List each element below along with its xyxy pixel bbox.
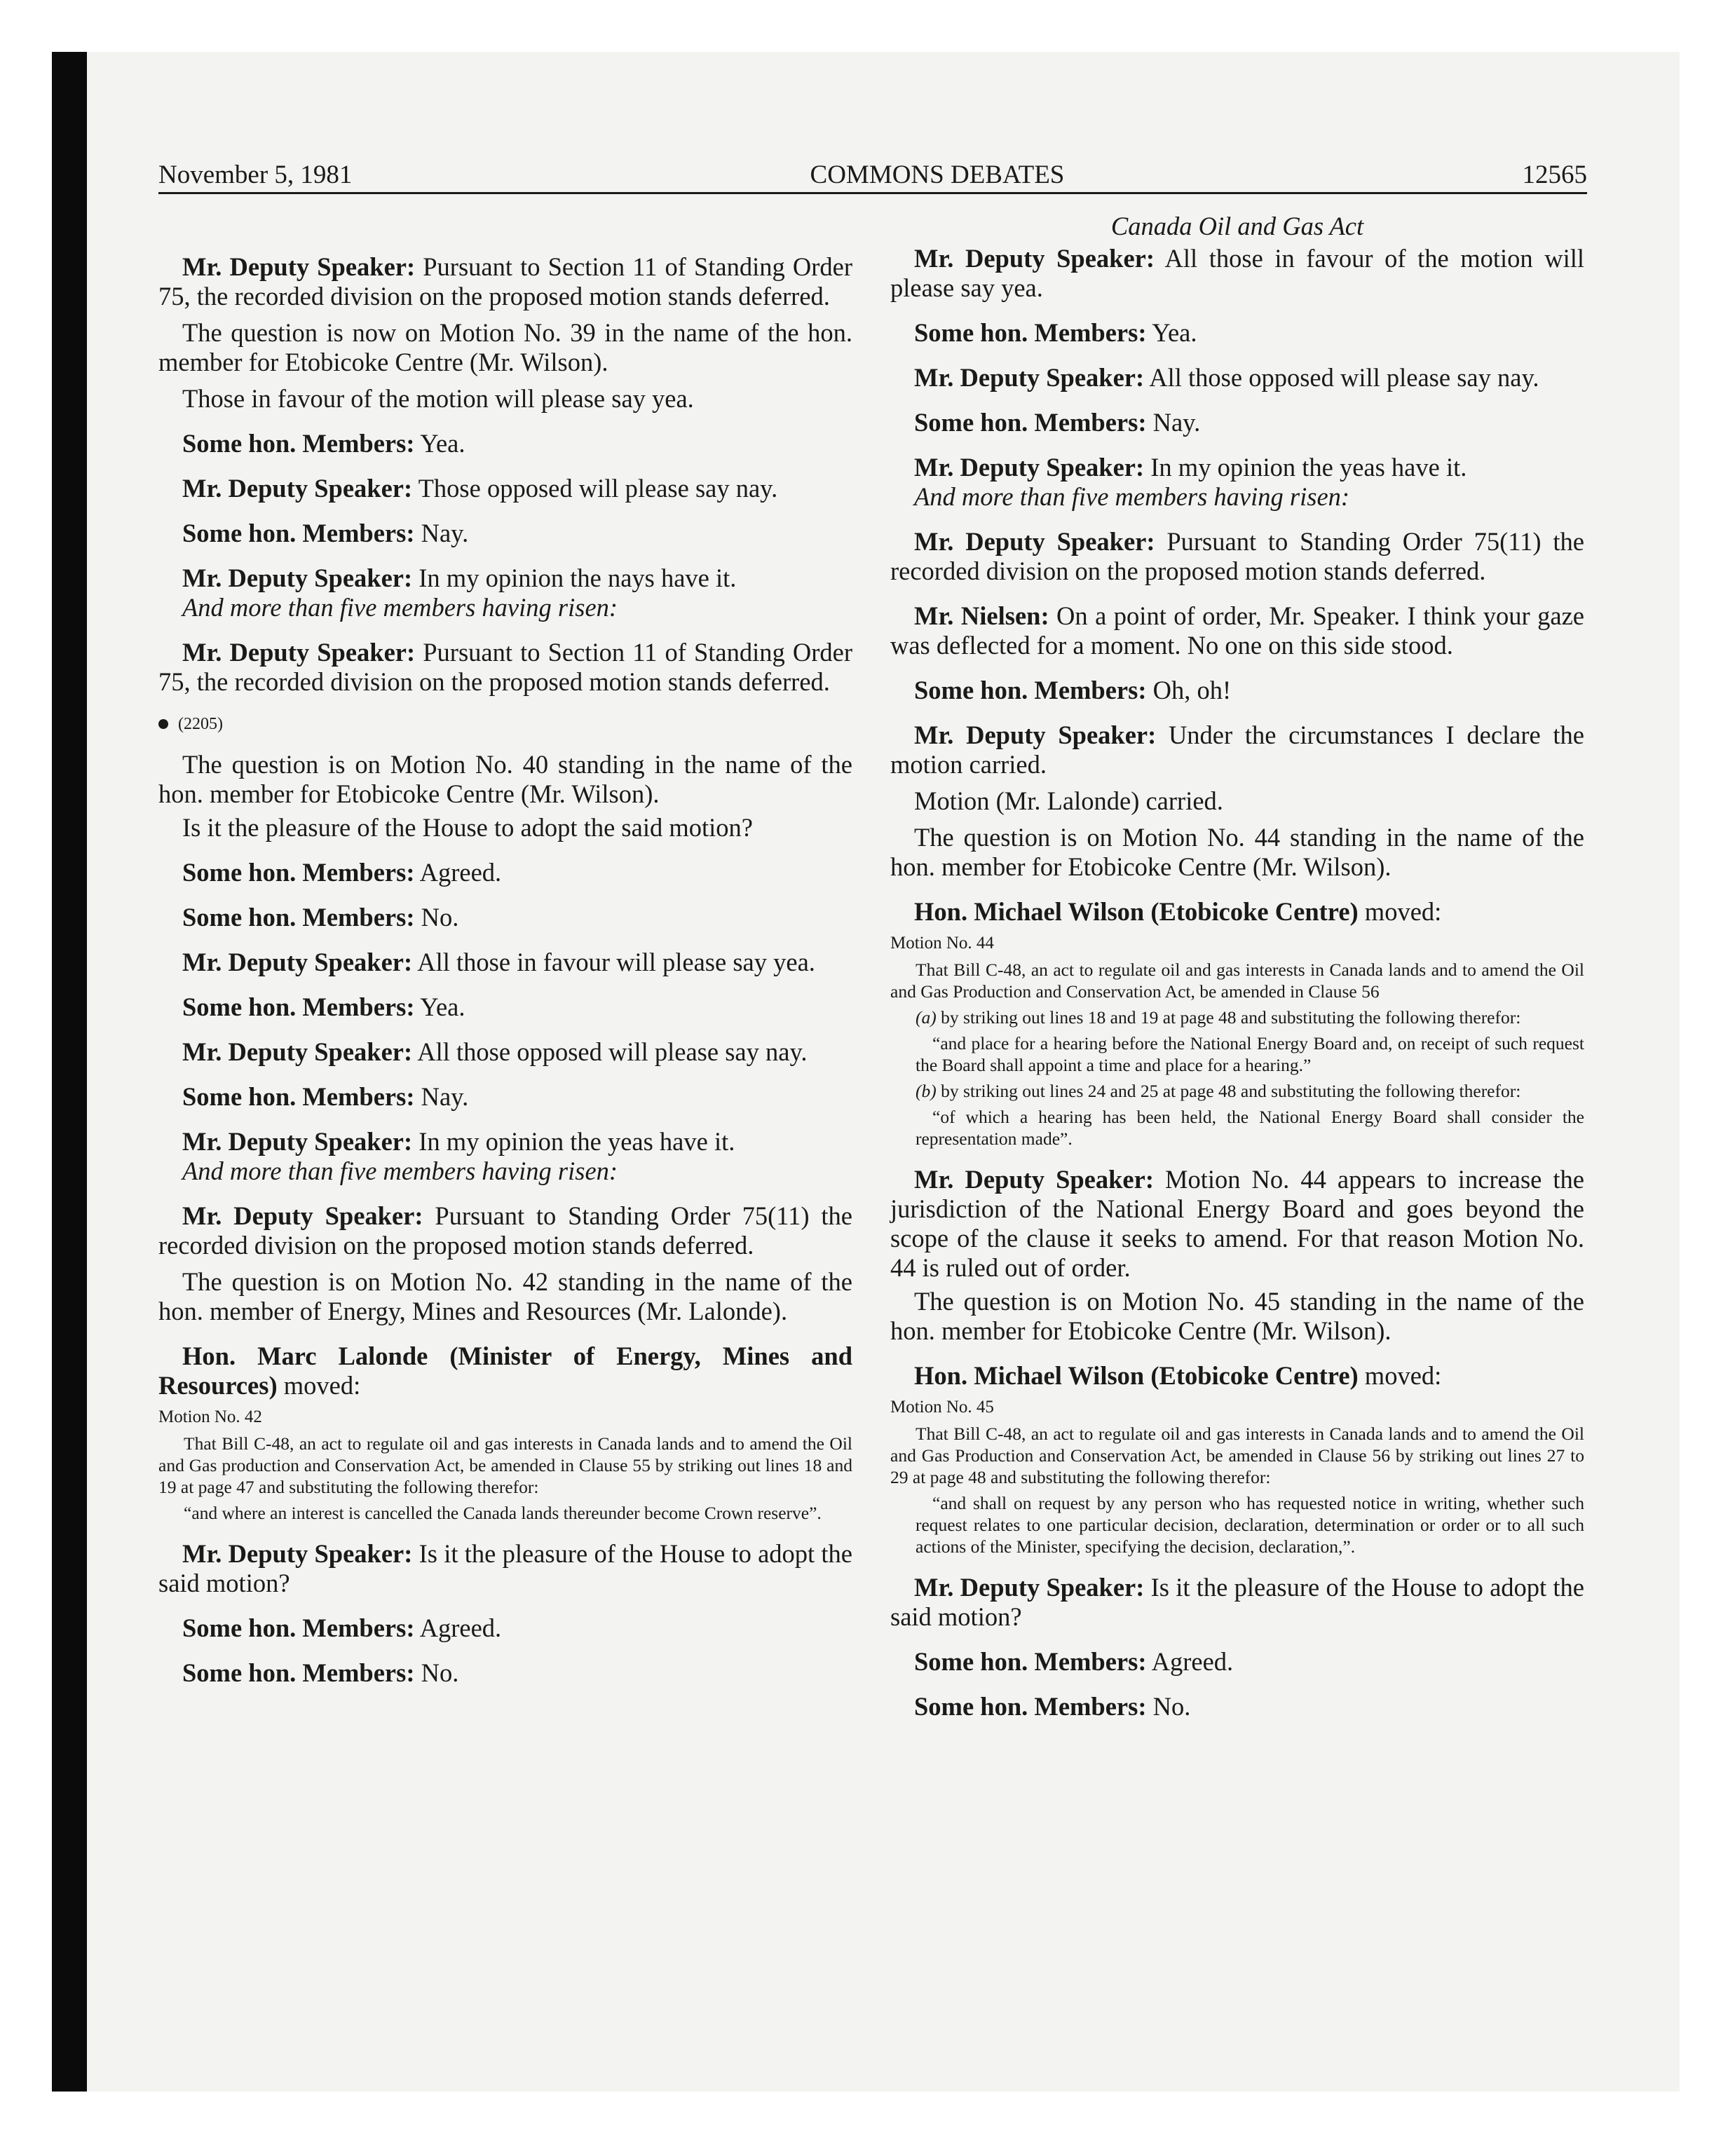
speech-text: Pursuant to Section 11 of Standing Order 75, the recorded division on the proposed motion stands deferred. [158,252,852,311]
paragraph [890,601,1584,660]
speech-text: In my opinion the yeas have it. [412,1127,735,1156]
paragraph [158,1082,852,1112]
paragraph [890,318,1584,348]
motion-quote: “and shall on request by any person who has requested notice in writing, whether such request relates to one particular decision, declaration, determination or order or to all such actions of the Minister, specifying the decision, declaration,”. [916,1493,1584,1557]
section-title: Canada Oil and Gas Act [1110,212,1364,240]
speaker-name: Some hon. Members: [182,429,415,458]
header-title: COMMONS DEBATES [810,161,1065,189]
motion-number: Motion No. 45 [890,1398,994,1417]
speaker-name: Some hon. Members: [182,903,415,932]
paragraph: Motion (Mr. Lalonde) carried. [914,786,1223,815]
paragraph [158,992,852,1022]
speaker-name: Mr. Deputy Speaker: [182,1539,413,1568]
speaker-name: Hon. Marc Lalonde (Minister of Energy, Mines and Resources) [158,1342,852,1400]
clause-label: (a) [916,1007,937,1028]
speech-text: Nay. [414,519,469,547]
speech-text: moved: [277,1371,361,1400]
speaker-name: Mr. Deputy Speaker: [182,252,416,281]
paragraph [158,1342,852,1400]
speech-text: Is it the pleasure of the House to adopt the said motion? [890,1573,1584,1631]
speech-text: No. [1146,1692,1191,1721]
motion-number: Motion No. 44 [890,934,994,953]
speaker-name: Mr. Nielsen: [914,601,1049,630]
paragraph [890,408,1584,437]
speech-text: Agreed. [1146,1647,1234,1676]
paragraph [158,1539,852,1598]
speech-text: Yea. [1146,318,1197,347]
paragraph: Is it the pleasure of the House to adopt the said motion? [182,813,753,842]
paragraph [158,519,852,548]
paragraph [890,1647,1584,1677]
paragraph [158,638,852,697]
speech-text: Yea. [414,992,465,1021]
speech-text: Nay. [1146,408,1201,437]
speech-text: All those opposed will please say nay. [1144,363,1539,392]
speaker-name: Some hon. Members: [182,992,415,1021]
speech-text: moved: [1358,897,1442,926]
paragraph: The question is on Motion No. 44 standing in the name of the hon. member for Etobicoke Centre (Mr. Wilson). [890,823,1584,881]
header-page-number: 12565 [1522,161,1587,189]
time-marker [158,714,852,735]
clause-text: by striking out lines 18 and 19 at page 48 and substituting the following therefor: [936,1007,1521,1028]
speech-text: Pursuant to Standing Order 75(11) the recorded division on the proposed motion stands deferred. [158,1201,852,1260]
speech-text: In my opinion the yeas have it. [1144,453,1467,482]
motion-text: That Bill C-48, an act to regulate oil and gas interests in Canada lands and to amend the Oil and Gas production and Conservation Act, be amended in Clause 55 by striking out lines 18 and 19 at page 47 and substituting the following therefor: [158,1433,852,1497]
motion-quote: “of which a hearing has been held, the National Energy Board shall consider the representation made”. [916,1107,1584,1149]
paragraph [890,1361,1584,1391]
speaker-name: Some hon. Members: [914,318,1147,347]
header-rule [158,192,1587,194]
speech-text: moved: [1358,1361,1442,1390]
paragraph [158,1037,852,1067]
speech-text: Oh, oh! [1146,676,1232,704]
paragraph [158,903,852,932]
clause-text: by striking out lines 24 and 25 at page 48 and substituting the following therefor: [936,1081,1521,1101]
speaker-name: Mr. Deputy Speaker: [182,564,413,592]
speech-text: On a point of order, Mr. Speaker. I think your gaze was deflected for a moment. No one on this side stood. [890,601,1584,660]
speech-text: Pursuant to Section 11 of Standing Order 75, the recorded division on the proposed motion stands deferred. [158,638,852,696]
speaker-name: Mr. Deputy Speaker: [182,1127,413,1156]
speech-text: Nay. [414,1082,469,1111]
speech-text: Under the circumstances I declare the motion carried. [890,721,1584,779]
paragraph [158,1613,852,1643]
speaker-name: Some hon. Members: [914,1647,1147,1676]
paragraph: The question is now on Motion No. 39 in the name of the hon. member for Etobicoke Centre (Mr. Wilson). [158,318,852,376]
speech-text: Is it the pleasure of the House to adopt the said motion? [158,1539,852,1597]
paragraph [158,858,852,887]
motion-clause [890,1080,1584,1102]
speech-text: Yea. [414,429,465,458]
paragraph [890,897,1584,927]
speaker-name: Mr. Deputy Speaker: [182,1201,423,1230]
speaker-name: Some hon. Members: [914,408,1147,437]
paragraph [890,1573,1584,1632]
paragraph [158,564,852,593]
speech-text: All those in favour of the motion will please say yea. [890,244,1584,302]
motion-text: That Bill C-48, an act to regulate oil and gas interests in Canada lands and to amend the Oil and Gas Production and Conservation Act, be amended in Clause 56 by striking out lines 27 to 29 at page 48 and substituting the following therefor: [890,1424,1584,1487]
paragraph [890,721,1584,779]
speaker-name: Some hon. Members: [914,676,1147,704]
speech-text: All those opposed will please say nay. [412,1037,808,1066]
motion-clause [890,1007,1584,1028]
paragraph [890,363,1584,393]
paragraph [890,1165,1584,1283]
paragraph: Those in favour of the motion will please say yea. [182,384,694,413]
speaker-name: Mr. Deputy Speaker: [914,721,1157,749]
speaker-name: Some hon. Members: [182,1613,415,1642]
speaker-name: Hon. Michael Wilson (Etobicoke Centre) [914,1361,1359,1390]
timestamp: (2205) [178,715,223,733]
paragraph: The question is on Motion No. 42 standing in the name of the hon. member of Energy, Mines and Resources (Mr. Lalonde). [158,1267,852,1325]
right-column [890,212,1584,1721]
bullet-icon [158,719,168,729]
left-column [158,252,852,1688]
paragraph: The question is on Motion No. 40 standing in the name of the hon. member for Etobicoke Centre (Mr. Wilson). [158,750,852,808]
motion-quote: “and where an interest is cancelled the Canada lands thereunder become Crown reserve”. [184,1503,822,1523]
speaker-name: Some hon. Members: [182,858,415,887]
motion-quote: “and place for a hearing before the National Energy Board and, on receipt of such request the Board shall appoint a time and place for a hearing.” [916,1033,1584,1075]
page-header [158,160,1587,191]
stage-direction: And more than five members having risen: [914,482,1350,511]
speaker-name: Mr. Deputy Speaker: [914,363,1145,392]
paragraph [890,527,1584,586]
speech-text: In my opinion the nays have it. [412,564,737,592]
speech-text: No. [414,1658,459,1687]
speech-text: No. [414,903,459,932]
speech-text: Motion No. 44 appears to increase the jurisdiction of the National Energy Board and goes beyond the scope of the clause it seeks to amend. For that reason Motion No. 44 is ruled out of order. [890,1165,1584,1282]
paragraph [158,1127,852,1157]
speaker-name: Mr. Deputy Speaker: [914,527,1155,556]
stage-direction: And more than five members having risen: [182,1157,618,1185]
speech-text: All those in favour will please say yea. [412,948,815,976]
paragraph [890,453,1584,482]
speaker-name: Mr. Deputy Speaker: [182,1037,413,1066]
paragraph: The question is on Motion No. 45 standing in the name of the hon. member for Etobicoke Centre (Mr. Wilson). [890,1287,1584,1345]
clause-label: (b) [916,1081,937,1101]
paragraph [158,252,852,311]
scan-border [52,52,87,2092]
speaker-name: Hon. Michael Wilson (Etobicoke Centre) [914,897,1359,926]
paragraph [890,676,1584,705]
paragraph [158,429,852,458]
speaker-name: Some hon. Members: [182,1658,415,1687]
motion-text: That Bill C-48, an act to regulate oil and gas interests in Canada lands and to amend the Oil and Gas Production and Conservation Act, be amended in Clause 56 [890,960,1584,1002]
paragraph [158,474,852,503]
speaker-name: Mr. Deputy Speaker: [914,1573,1145,1602]
speaker-name: Mr. Deputy Speaker: [182,474,413,503]
speaker-name: Some hon. Members: [182,519,415,547]
header-date: November 5, 1981 [158,161,353,189]
speaker-name: Mr. Deputy Speaker: [914,1165,1154,1194]
speaker-name: Mr. Deputy Speaker: [914,453,1145,482]
paragraph [890,244,1584,303]
speaker-name: Some hon. Members: [914,1692,1147,1721]
paragraph [158,1658,852,1688]
stage-direction: And more than five members having risen: [182,593,618,622]
speaker-name: Mr. Deputy Speaker: [182,638,416,667]
speaker-name: Mr. Deputy Speaker: [914,244,1155,273]
speaker-name: Mr. Deputy Speaker: [182,948,413,976]
motion-number: Motion No. 42 [158,1407,262,1426]
speech-text: Agreed. [414,858,502,887]
speech-text: Those opposed will please say nay. [412,474,778,503]
paragraph [158,1201,852,1260]
paragraph [158,948,852,977]
speech-text: Agreed. [414,1613,502,1642]
paragraph [890,1692,1584,1721]
speaker-name: Some hon. Members: [182,1082,415,1111]
speech-text: Pursuant to Standing Order 75(11) the recorded division on the proposed motion stands deferred. [890,527,1584,585]
